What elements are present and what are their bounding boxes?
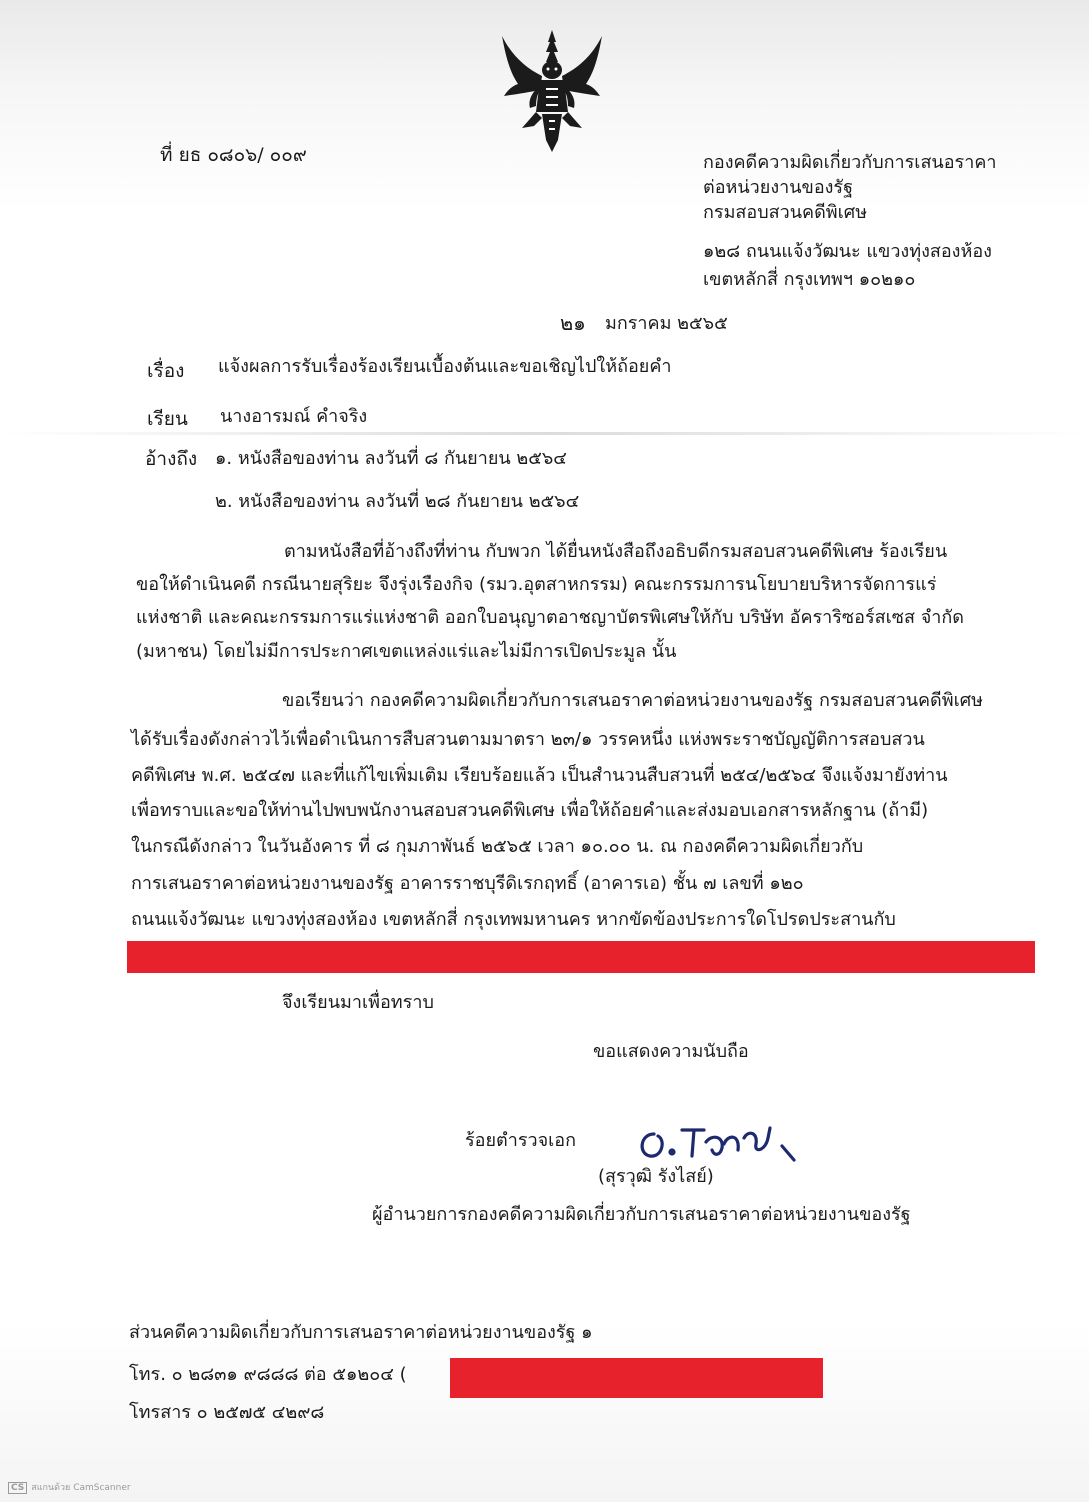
paragraph-2-line-2: ได้รับเรื่องดังกล่าวไว้เพื่อดำเนินการสืบสวนตามมาตรา ๒๓/๑ วรรคหนึ่ง แห่งพระราชบัญญัติการสอบสวน <box>131 729 925 750</box>
camscanner-watermark <box>8 1480 131 1494</box>
document-reference-number: ที่ ยธ ๐๘๐๖/ ๐๐๙ <box>160 144 307 166</box>
paragraph-2-line-4: เพื่อทราบและขอให้ท่านไปพบพนักงานสอบสวนคดีพิเศษ เพื่อให้ถ้อยคำและส่งมอบเอกสารหลักฐาน (ถ้ามี) <box>131 800 929 821</box>
footer-fax: โทรสาร ๐ ๒๕๗๕ ๔๒๙๘ <box>129 1402 325 1423</box>
paragraph-2-line-6: การเสนอราคาต่อหน่วยงานของรัฐ อาคารราชบุรีดิเรกฤทธิ์ (อาคารเอ) ชั้น ๗ เลขที่ ๑๒๐ <box>131 873 804 894</box>
reference-item-2: ๒. หนังสือของท่าน ลงวันที่ ๒๘ กันยายน ๒๕๖๔ <box>215 491 580 512</box>
paragraph-2-line-5: ในกรณีดังกล่าว ในวันอังคาร ที่ ๘ กุมภาพันธ์ ๒๕๖๕ เวลา ๑๐.๐๐ น. ณ กองคดีความผิดเกี่ยวกับ <box>131 836 864 857</box>
recipient-label: เรียน <box>147 408 188 430</box>
recipient-name: นางอารมณ์ คำจริง <box>220 406 368 427</box>
garuda-emblem-icon <box>496 28 608 156</box>
paragraph-2-line-3: คดีพิเศษ พ.ศ. ๒๕๔๗ และที่แก้ไขเพิ่มเติม เรียบร้อยแล้ว เป็นสำนวนสืบสวนที่ ๒๕๔/๒๕๖๔ จึงแจ้งมายังท่าน <box>131 765 948 786</box>
paper-fold-line <box>0 432 1089 435</box>
signer-name: (สุรวุฒิ รังไสย์) <box>598 1166 714 1187</box>
complimentary-close: ขอแสดงความนับถือ <box>593 1041 749 1062</box>
sender-address-line-5: เขตหลักสี่ กรุงเทพฯ ๑๐๒๑๐ <box>703 269 916 290</box>
footer-telephone: โทร. ๐ ๒๘๓๑ ๙๘๘๘ ต่อ ๕๑๒๐๔ ( <box>129 1364 407 1385</box>
subject-label: เรื่อง <box>147 360 185 382</box>
paragraph-1-line-2: ขอให้ดำเนินคดี กรณีนายสุริยะ จึงรุ่งเรืองกิจ (รมว.อุตสาหกรรม) คณะกรรมการนโยบายบริหารจัดการแร่ <box>136 574 937 595</box>
sender-address-line-3: กรมสอบสวนคดีพิเศษ <box>703 202 868 223</box>
sender-address-line-2: ต่อหน่วยงานของรัฐ <box>703 177 854 198</box>
handwritten-signature-icon <box>632 1120 812 1170</box>
camscanner-watermark-text: สแกนด้วย CamScanner <box>31 1483 131 1493</box>
redaction-bar <box>450 1358 823 1398</box>
reference-item-1: ๑. หนังสือของท่าน ลงวันที่ ๘ กันยายน ๒๕๖๔ <box>215 448 567 469</box>
signer-position: ผู้อำนวยการกองคดีความผิดเกี่ยวกับการเสนอราคาต่อหน่วยงานของรัฐ <box>372 1204 911 1225</box>
date-day: ๒๑ <box>560 311 586 335</box>
paragraph-1-line-3: แห่งชาติ และคณะกรรมการแร่แห่งชาติ ออกใบอนุญาตอาชญาบัตรพิเศษให้กับ บริษัท อัคราริซอร์สเซส จำกัด <box>136 607 964 628</box>
signer-rank: ร้อยตำรวจเอก <box>465 1130 577 1151</box>
paragraph-1-line-4: (มหาชน) โดยไม่มีการประกาศเขตแหล่งแร่และไม่มีการเปิดประมูล นั้น <box>136 641 677 662</box>
paragraph-1-line-1: ตามหนังสือที่อ้างถึงที่ท่าน กับพวก ได้ยื่นหนังสือถึงอธิบดีกรมสอบสวนคดีพิเศษ ร้องเรียน <box>284 541 948 562</box>
paragraph-2-line-7: ถนนแจ้งวัฒนะ แขวงทุ่งสองห้อง เขตหลักสี่ กรุงเทพมหานคร หากขัดข้องประการใดโปรดประสานกับ <box>131 909 896 930</box>
paragraph-2-line-1: ขอเรียนว่า กองคดีความผิดเกี่ยวกับการเสนอราคาต่อหน่วยงานของรัฐ กรมสอบสวนคดีพิเศษ <box>282 690 984 711</box>
sender-address-line-1: กองคดีความผิดเกี่ยวกับการเสนอราคา <box>703 152 997 173</box>
camscanner-logo-icon: CS <box>8 1482 27 1494</box>
footer-unit: ส่วนคดีความผิดเกี่ยวกับการเสนอราคาต่อหน่วยงานของรัฐ ๑ <box>129 1322 593 1343</box>
sender-address-line-4: ๑๒๘ ถนนแจ้งวัฒนะ แขวงทุ่งสองห้อง <box>703 241 992 262</box>
reference-label: อ้างถึง <box>145 448 198 470</box>
redaction-bar <box>127 941 1035 973</box>
date-month-year: มกราคม ๒๕๖๕ <box>605 313 728 334</box>
subject-text: แจ้งผลการรับเรื่องร้องเรียนเบื้องต้นและขอเชิญไปให้ถ้อยคำ <box>218 356 672 377</box>
closing-text: จึงเรียนมาเพื่อทราบ <box>282 992 434 1013</box>
